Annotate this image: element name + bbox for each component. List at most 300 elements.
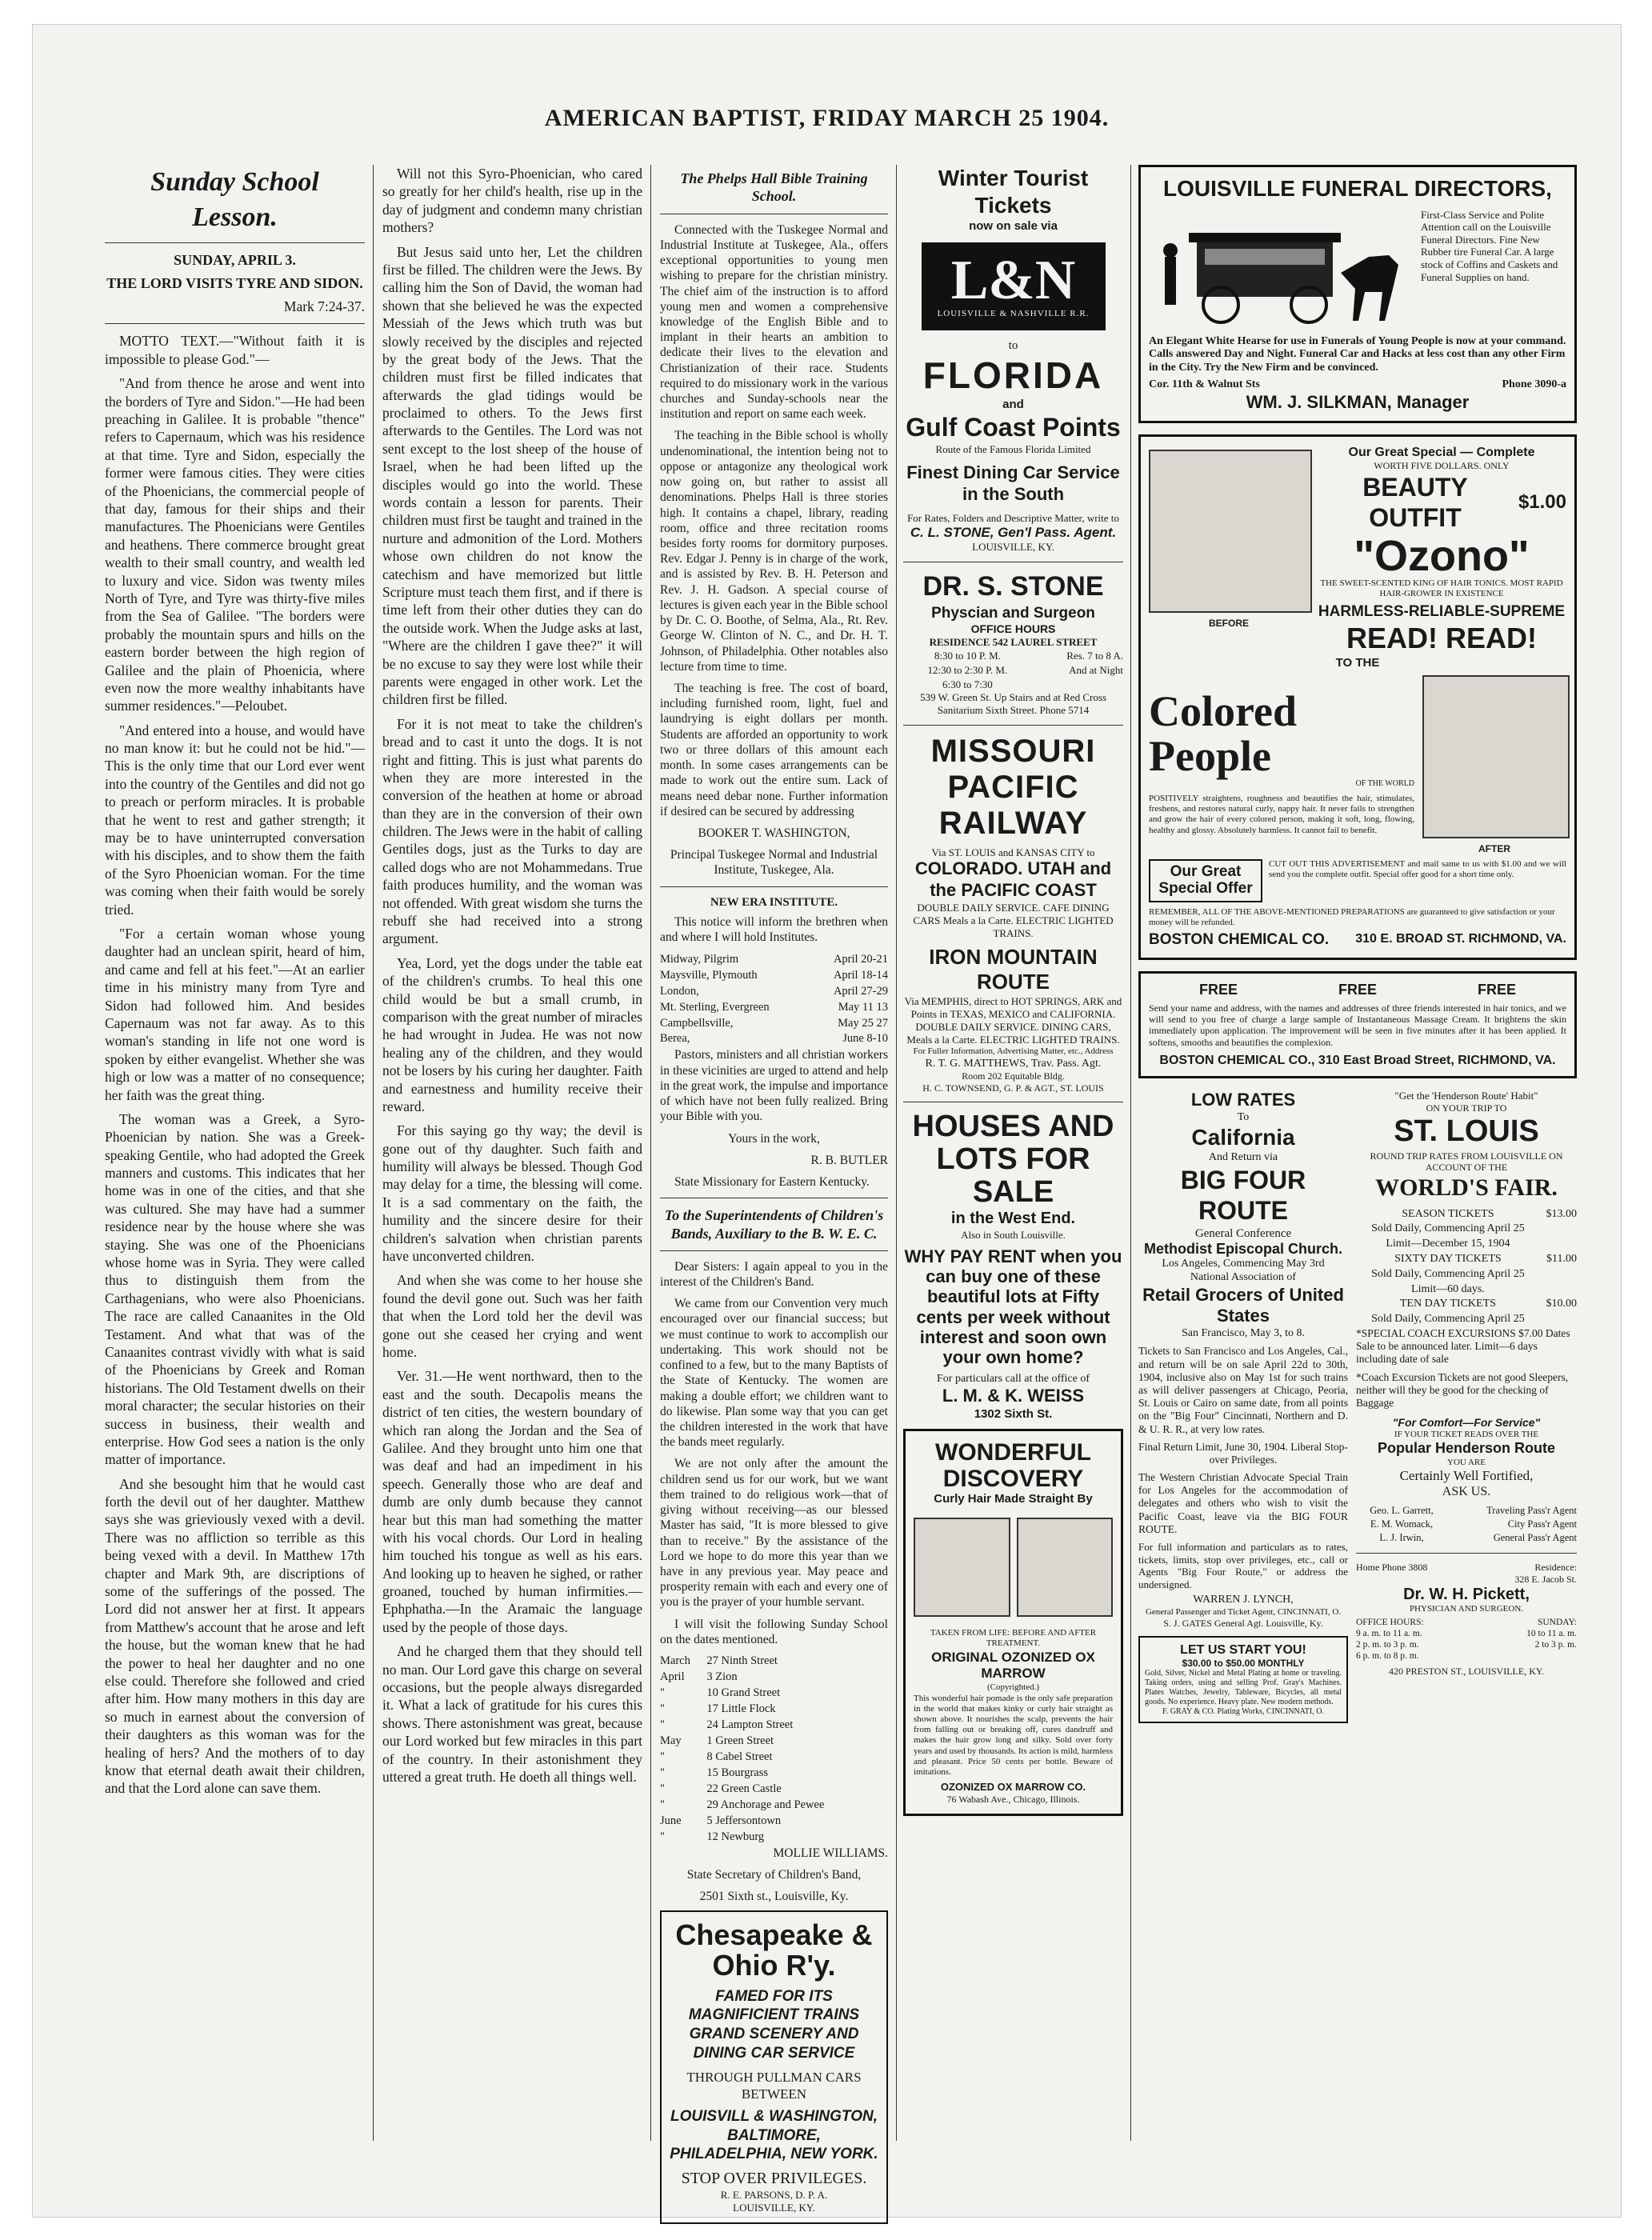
hr-get: "Get the 'Henderson Route' Habit": [1394, 1090, 1538, 1102]
visit-row-cell: 8 Cabel Street: [706, 1750, 773, 1763]
lesson-paragraph: And she besought him that he would cast forth the devil out of her daughter. Matthew says she was grieviously vexed with a devil. There was no affliction so terrible as this being vexed with a devil. In Matthew 17th chapter and Mark 9th, are discriptions of some of the sufferings of the possed. The Lord did not answer her at first. It appears from Matthew's account that he arose and left the house, but the woman knew that he had the power to heal her daughter and no one else could. Therefore she followed and cried after him. How many mothers in this day are so much in earnest about the conversion of their daughters as this woman was for the healing of hers? And the mothers of to day know that eternal death await their children, and that the Lord alone can save them.: [105, 1475, 365, 1797]
bo-price: $1.00: [1518, 490, 1566, 513]
bo-special: Our Great Special — Complete: [1348, 446, 1535, 460]
wd-body: This wonderful hair pomade is the only safe preparation in the world that makes kinky or curly hair straight as shown above. It nourishes the scalp, prevents the hair from falling out or breaking off, cures dandruff and makes the hair grow long and silky. Sold over forty years and used by thousands. Its action is mild, harmless and pleasant. Price 50 cents per bottle. Beware of imitations.: [914, 1693, 1113, 1777]
pk-res-address: 328 E. Jacob St.: [1514, 1573, 1577, 1585]
lesson-paragraph: The woman was a Greek, a Syro-Phoenician by nation. She was a Greek-speaking Gentile, who had adopted the Greek manners and customs. This indicates that her home was in one of the cities, and that she was cultured. She may have had a summer residence near by the house where she was staying. She was one of the Phoenicians whose home was in Syria. They were called thus to distinguish them from the Carthagenians, who were also Phoenicians. The race are called Canaanites in the Old Testament. And what that was of the Canaanites contrast vividly with what is said of the Phoenicians by Greek and Roman historians. The Old Testament dwells on their moral character; the secular histories on their success in business, their wealth and enterprise. How God sees a nation is the only matter of importance.: [105, 1110, 365, 1468]
hr-ask: ASK US.: [1442, 1485, 1491, 1499]
funeral-contact: [1149, 378, 1566, 392]
bo-remember: REMEMBER, ALL OF THE ABOVE-MENTIONED PREPARATIONS are guaranteed to give satisfaction or your money will be refunded.: [1149, 906, 1555, 927]
hr-stl: ST. LOUIS: [1394, 1114, 1539, 1149]
visit-row-cell: ": [660, 1798, 665, 1811]
visit-row-cell: 17 Little Flock: [706, 1702, 776, 1715]
supt-paragraph: I will visit the following Sunday School on the dates mentioned.: [660, 1617, 888, 1646]
ln-logo: [922, 242, 1106, 330]
lus-firm: F. GRAY & CO. Plating Works, CINCINNATI, O.: [1162, 1707, 1324, 1717]
nei-signer: R. B. BUTLER: [810, 1153, 888, 1167]
lesson-paragraph: Ver. 31.—He went northward, then to the east and the south. Decapolis means the district of ten cities, the western boundary of which ran along the Jordan and the Sea of Galilee. And they brought unto him one that was deaf and had an impediment in his speech. Generally those who are deaf and dumb are only dumb because they cannot hear but this man had something the matter with his vocal chords. Our Lord in healing him touched his tongue as well as his ears. And looking up to heaven he sighed, or rather groaned, touched by human infirmities.—Ephphatha.—In the Aramaic the language used by the people of those days.: [382, 1368, 642, 1635]
hr-row-cell: Limit—60 days.: [1411, 1282, 1485, 1295]
hr-youare: YOU ARE: [1447, 1457, 1486, 1467]
column-ads-right: [1138, 165, 1577, 2141]
nei-body: Pastors, ministers and all christian workers in these vicinities are urged to attend and help in the great work, the impulse and importance of which have not been fully realized. Bring your Bible with you.: [660, 1048, 888, 1124]
dr-row-cell: And at Night: [1069, 663, 1123, 676]
visit-row-cell: ": [660, 1766, 665, 1779]
divider: [105, 323, 365, 324]
nei-row-cell: April 20-21: [833, 952, 888, 966]
visit-row-cell: ": [660, 1782, 665, 1795]
bf-western: The Western Christian Advocate Special Train for Los Angeles for the accommodation of delegates and others who wish to visit the Pacific Coast, leave via the BIG FOUR ROUTE.: [1138, 1471, 1348, 1535]
pk-hours: [1356, 1618, 1577, 1662]
hr-row: [1356, 1282, 1577, 1298]
hr-row-cell: [1540, 1282, 1577, 1298]
hr-row-cell: $11.00: [1546, 1253, 1577, 1266]
houses-west: in the West End.: [950, 1210, 1076, 1228]
nei-signer-title: State Missionary for Eastern Kentucky.: [674, 1174, 870, 1189]
pk-phones: [1356, 1562, 1577, 1573]
hr-row-cell: [1540, 1312, 1577, 1327]
visit-row: [660, 1750, 888, 1766]
free-label: FREE: [1477, 981, 1516, 998]
im-info: For Fuller Information, Advertising Matter, etc., Address: [913, 1046, 1114, 1056]
nei-row-cell: May 25 27: [838, 1016, 888, 1030]
dr-stone-schedule: [903, 649, 1123, 692]
visit-row-cell: March: [660, 1654, 690, 1668]
wd-address: 76 Wabash Ave., Chicago, Illinois.: [946, 1793, 1080, 1805]
hr-staff-row: [1356, 1504, 1577, 1518]
gulf-coast: Gulf Coast Points: [906, 413, 1121, 442]
supt-title: To the Superintendents of Children's Bands, Auxiliary to the B. W. E. C.: [664, 1207, 884, 1242]
ln-rates: For Rates, Folders and Descriptive Matter, write to: [907, 511, 1119, 524]
bo-title-row: [1317, 472, 1566, 534]
co-city: LOUISVILLE, KY.: [733, 2201, 815, 2214]
bo-after-portrait: [1422, 675, 1570, 838]
free-label: FREE: [1198, 981, 1238, 998]
hr-if: IF YOUR TICKET READS OVER THE: [1394, 1429, 1539, 1439]
bf-return: And Return via: [1208, 1151, 1278, 1164]
lesson-title: Sunday School Lesson.: [150, 167, 319, 232]
column-rule: [1130, 165, 1131, 2141]
lesson-paragraph: But Jesus said unto her, Let the children first be filled. The children were the Jews. By calling him the Son of David, the woman had shown that she believed he was the expected Messiah of the Jews which truth was but slowly received by the disciples and rejected by the great body of the Jews. That the children must first be filled indicates that afterwards the glad tidings would be proclaimed to others. To the Jews first afterwards to the Gentiles. The Lord was not sent except to the lost sheep of the house of Israel, when he had been lifted up the disciples would go into the world. These words contain a lesson for parents. Their children must first be taught and trained in the nurture and admonition of the Lord. Mothers whose own children do not know the catechism and have memorized but little Scripture must teach them first, and if there is time left from their other duties they can do the outside work. When the Judge asks at last, "Where are the children I gave thee?" it will be no excuse to say they were lost while their parents were engaged in other work. Let the children first be filled.: [382, 243, 642, 708]
hr-certain: Certainly Well Fortified,: [1399, 1467, 1534, 1483]
hr-staff: [1356, 1504, 1577, 1545]
wd-sub: Curly Hair Made Straight By: [934, 1491, 1093, 1506]
houses-firm: L. M. & K. WEISS: [942, 1386, 1085, 1406]
visit-row: [660, 1670, 888, 1686]
nei-row: [660, 968, 888, 984]
wd-title: WONDERFUL DISCOVERY: [935, 1438, 1091, 1492]
mp-title: MISSOURI PACIFIC RAILWAY: [930, 734, 1096, 841]
bo-brand: "Ozono": [1354, 531, 1530, 580]
lesson-subject: THE LORD VISITS TYRE AND SIDON.: [106, 275, 363, 292]
visit-row: [660, 1686, 888, 1702]
im-gpa: H. C. TOWNSEND, G. P. & AGT., ST. LOUIS: [922, 1082, 1104, 1094]
wd-before-portrait: [914, 1518, 1010, 1617]
column-railway-ads: [903, 165, 1123, 2141]
nei-row-cell: London,: [660, 984, 699, 998]
bf-la: Los Angeles, Commencing May 3rd: [1162, 1258, 1325, 1270]
nei-intro: This notice will inform the brethren when and where I will hold Institutes.: [660, 915, 888, 945]
bf-low: LOW RATES: [1190, 1090, 1296, 1110]
visit-row-cell: ": [660, 1686, 665, 1699]
lesson-paragraph: For this saying go thy way; the devil is gone out of thy daughter. Such faith and humility will always be blessed. Though God may delay for a time, the blessing will come. It is a sad commentary on the faith, the humility and the sincere desire for their children's salvation when christian parents have unconverted children.: [382, 1122, 642, 1265]
hr-row-cell: $10.00: [1546, 1298, 1577, 1310]
nei-schedule: [660, 952, 888, 1048]
divider: [903, 725, 1123, 726]
wd-caption: TAKEN FROM LIFE: BEFORE AND AFTER TREATMENT.: [930, 1627, 1097, 1649]
dr-stone-title: Physcian and Surgeon: [931, 604, 1095, 622]
dr-row-cell: [1032, 678, 1123, 692]
dr-row: [903, 649, 1123, 663]
hr-row: [1356, 1312, 1577, 1327]
hr-on: ON YOUR TRIP TO: [1426, 1102, 1507, 1114]
co-through: THROUGH PULLMAN CARS BETWEEN: [686, 2070, 862, 2102]
supt-signer: MOLLIE WILLIAMS.: [773, 1846, 888, 1860]
column-rule: [373, 165, 374, 2141]
visit-row: [660, 1814, 888, 1830]
bf-tickets: Tickets to San Francisco and Los Angeles, Cal., and return will be on sale April 22d to 30th, 1904, inclusive also on May 1st for such trains as will deliver passengers at Chicago, Peoria, St. Louis or Cairo on same date, from all points on the "Big Four" Cincinnati, Northern and D. & U. R. R., at very low rates.: [1138, 1345, 1348, 1435]
divider: [1356, 1553, 1577, 1554]
bo-right: [1317, 445, 1566, 655]
visit-row-cell: 10 Grand Street: [706, 1686, 781, 1699]
visit-row-cell: ": [660, 1718, 665, 1731]
hr-staff-row: [1356, 1531, 1577, 1545]
wd-original: ORIGINAL OZONIZED OX MARROW: [931, 1649, 1095, 1682]
dr-row-cell: Res. 7 to 8 A.: [1066, 649, 1123, 662]
bo-colored-row: [1149, 670, 1566, 854]
column-lesson-continued: [382, 165, 642, 2141]
free-label: FREE: [1338, 981, 1377, 998]
pk-res: Residence:: [1534, 1562, 1577, 1574]
pk-hour: 9 a. m. to 11 a. m.: [1356, 1629, 1422, 1639]
ln-logo-sub: LOUISVILLE & NASHVILLE R.R.: [937, 308, 1090, 318]
pk-home: Home Phone 3808: [1356, 1562, 1428, 1574]
hr-rates: [1356, 1207, 1577, 1327]
dr-row: [903, 663, 1123, 678]
visit-row-cell: 1 Green Street: [706, 1734, 774, 1747]
im-service: DOUBLE DAILY SERVICE. DINING CARS, Meals a la Carte. ELECTRIC LIGHTED TRAINS.: [906, 1020, 1120, 1046]
bf-final: Final Return Limit, June 30, 1904. Liberal Stop-over Privileges.: [1138, 1440, 1348, 1466]
phelps-paragraph: The teaching in the Bible school is wholly undenominational, the intention being not to oppose or antagonize any theological work now going on, but rather to assist all denominations. Phelps Hall is three stories high. It contains a chapel, library, reading room, office and three recitation rooms besides forty rooms for dormitory purposes. Rev. Edgar J. Penny is in charge of the work, and is assisted by Rev. B. H. Peterson and Rev. J. H. Gadson. A special course of lectures is given each year in the Bible school by Dr. C. O. Boothe, of Selma, Ala., Rt. Rev. George W. Clinton of N. C., and Dr. H. T. Johnson, of Philadelphia. Other notables also lecture from time to time.: [660, 429, 888, 674]
nei-row-cell: Maysville, Plymouth: [660, 968, 758, 982]
houses-call: For particulars call at the office of: [937, 1373, 1090, 1386]
bf-gc: General Conference: [1194, 1226, 1292, 1240]
lesson-reference: Mark 7:24-37.: [283, 298, 365, 315]
bo-colored: Colored People: [1149, 686, 1297, 781]
phelps-signer: BOOKER T. WASHINGTON,: [698, 826, 850, 840]
lesson-paragraph: MOTTO TEXT.—"Without faith it is impossible to please God."—: [105, 333, 365, 367]
houses-address: 1302 Sixth St.: [974, 1407, 1053, 1422]
nei-row-cell: Campbellsville,: [660, 1016, 734, 1030]
free-firm: BOSTON CHEMICAL CO., 310 East Broad Street, RICHMOND, VA.: [1159, 1054, 1556, 1068]
funeral-manager: WM. J. SILKMAN, Manager: [1246, 391, 1470, 412]
nei-row: [660, 1000, 888, 1016]
column-rule: [650, 165, 651, 2141]
hr-row-cell: $13.00: [1546, 1207, 1577, 1220]
houses-pitch: WHY PAY RENT when you can buy one of these beautiful lots at Fifty cents per week without interest and soon own your own home?: [904, 1246, 1122, 1368]
free-banner: [1149, 982, 1566, 999]
hr-row-cell: [1540, 1267, 1577, 1282]
hr-round: ROUND TRIP RATES FROM LOUISVILLE ON ACCOUNT OF THE: [1370, 1150, 1563, 1174]
lesson-paragraph: "And entered into a house, and would have no man know it: but he could not be hid."—This is the only time that our Lord ever went into the country of the Gentiles and did not go to preach or perform miracles. It is probable that he went to rest and gather strength; it may be to have uninterrupted conversation with his disciples, and to show them the faith of the Syro Phoenician woman. For the time was coming when their faith would be sorely tried.: [105, 722, 365, 918]
bo-harmless: HARMLESS-RELIABLE-SUPREME: [1318, 602, 1566, 620]
visit-row-cell: May: [660, 1734, 682, 1747]
visit-row: [660, 1766, 888, 1782]
bf-lynch-title: General Passenger and Ticket Agent, CINCINNATI, O.: [1145, 1607, 1342, 1618]
co-slogan: FAMED FOR ITS MAGNIFICIENT TRAINS GRAND SCENERY AND DINING CAR SERVICE: [688, 1987, 860, 2062]
hr-popular: Popular Henderson Route: [1377, 1440, 1556, 1457]
nei-title: NEW ERA INSTITUTE.: [710, 895, 838, 909]
hr-row: [1356, 1237, 1577, 1252]
visit-row-cell: 15 Bourgrass: [706, 1766, 769, 1779]
hr-staff-row-cell: L. J. Irwin,: [1379, 1532, 1424, 1544]
im-agent: R. T. G. MATTHEWS, Trav. Pass. Agt.: [925, 1057, 1102, 1070]
free-sample-ad: [1138, 971, 1577, 1078]
hr-staff-row-cell: City Pass'r Agent: [1507, 1518, 1577, 1530]
co-stop: STOP OVER PRIVILEGES.: [681, 2169, 867, 2187]
visit-row-cell: April: [660, 1670, 685, 1684]
wonderful-discovery-ad: [903, 1429, 1123, 1816]
visit-row: [660, 1734, 888, 1750]
hr-row-cell: Limit—December 15, 1904: [1386, 1238, 1510, 1250]
dr-stone-name: DR. S. STONE: [922, 571, 1104, 602]
hr-row-cell: SIXTY DAY TICKETS: [1394, 1253, 1502, 1266]
nei-close: Yours in the work,: [728, 1131, 820, 1146]
dr-row-cell: 6:30 to 7:30: [942, 678, 993, 690]
supt-paragraph: We came from our Convention very much encouraged over our financial success; but we must continue to work to accomplish our undertaking. This work should not be confined to a few, but to the many Baptists of the State of Kentucky. The women are making a double effort; we children want to do likewise. Plan some way that you can get the children interested in the work that have the bands meet regularly.: [660, 1297, 888, 1450]
hearse-icon: [1149, 209, 1413, 329]
hr-staff-row-cell: Geo. L. Garrett,: [1370, 1505, 1434, 1517]
dr-row: [903, 678, 1123, 692]
pk-name: Dr. W. H. Pickett,: [1403, 1586, 1530, 1604]
bo-address: 310 E. BROAD ST. RICHMOND, VA.: [1355, 932, 1566, 946]
hr-row: [1356, 1222, 1577, 1237]
visit-row-cell: ": [660, 1830, 665, 1843]
nei-row: [660, 952, 888, 968]
bo-body: POSITIVELY straightens, roughness and beautifies the hair, stimulates, freshens, and restores natural curly, nappy hair. It never fails to strengthen and grow the hair of every colored person, making it soft, long, flowing, healthy and glossy. Absolutely harmless. It cannot fail to benefit.: [1149, 794, 1414, 835]
mp-service: DOUBLE DAILY SERVICE. CAFE DINING CARS Meals a la Carte. ELECTRIC LIGHTED TRAINS.: [913, 902, 1114, 939]
beauty-outfit-ad: [1138, 434, 1577, 960]
wd-firm: OZONIZED OX MARROW CO.: [940, 1781, 1086, 1794]
ln-dining: Finest Dining Car Service in the South: [906, 462, 1120, 505]
pk-sunday: SUNDAY:: [1537, 1618, 1577, 1628]
visit-row: [660, 1830, 888, 1846]
hr-row-cell: Sold Daily, Commencing April 25: [1371, 1222, 1525, 1235]
bo-footer: [1149, 931, 1566, 950]
pk-title: PHYSICIAN AND SURGEON.: [1409, 1604, 1524, 1614]
visit-row-cell: 27 Ninth Street: [706, 1654, 778, 1668]
visit-row-cell: 22 Green Castle: [706, 1782, 782, 1795]
nei-row-cell: Mt. Sterling, Evergreen: [660, 1000, 770, 1014]
bo-title: BEAUTY OUTFIT: [1362, 472, 1468, 533]
bf-sf: San Francisco, May 3, to 8.: [1182, 1326, 1305, 1339]
dr-row-cell: 12:30 to 2:30 P. M.: [927, 663, 1008, 676]
funeral-calls: Calls answered Day and Night. Funeral Car and Hacks at less cost than any other Firm in the City. Try the New Firm and be convinced.: [1149, 348, 1566, 374]
funeral-title: LOUISVILLE FUNERAL DIRECTORS,: [1163, 176, 1552, 201]
winter-title: Winter Tourist Tickets: [938, 166, 1089, 218]
phelps-signer-title: Principal Tuskegee Normal and Industrial Institute, Tuskegee, Ala.: [670, 848, 878, 878]
bo-worth: WORTH FIVE DOLLARS. ONLY: [1374, 460, 1510, 472]
bf-to: To: [1237, 1110, 1250, 1123]
bo-firm: BOSTON CHEMICAL CO.: [1149, 931, 1330, 949]
lesson-date: SUNDAY, APRIL 3.: [174, 252, 296, 269]
bo-cut: CUT OUT THIS ADVERTISEMENT and mail same to us with $1.00 and we will send you the complete outfit. Special offer good for a short time only.: [1269, 858, 1566, 880]
column-rule: [896, 165, 897, 2141]
henderson-route-ad: [1356, 1090, 1577, 1734]
lus-pay: $30.00 to $50.00 MONTHLY: [1182, 1657, 1305, 1669]
nei-row: [660, 1031, 888, 1047]
wd-portraits: [914, 1513, 1113, 1622]
pk-hour: 10 to 11 a. m.: [1526, 1629, 1577, 1639]
visit-row-cell: 12 Newburg: [706, 1830, 765, 1843]
nei-row-cell: April 18-14: [833, 968, 888, 982]
nei-row-cell: May 11 13: [838, 1000, 888, 1014]
phelps-paragraph: Connected with the Tuskegee Normal and Industrial Institute at Tuskegee, Ala., offers exceptional opportunities to young men wishing to prepare for the christian ministry. The chief aim of the instruction is to afford young men and women a comprehensive knowledge of the English Bible and to implant in their hearts an ambition to dedicate their lives to the elevation and Christianization of their race. Students required to do missionary work in the various churches and Sunday-schools near the institution and report on same each week.: [660, 222, 888, 422]
visit-schedule: [660, 1654, 888, 1846]
free-body: Send your name and address, with the names and addresses of three friends interested in hair tonics, and we will send to you free of charge a large sample of Instantaneous Massage Cream. It brightens the skin immediately upon application. The improvement will be seen in five minutes after it has been applied. It softens, smooths and beautifies the complexion.: [1149, 1002, 1566, 1048]
funeral-side: First-Class Service and Polite Attention call on the Louisville Funeral Directors. Fine New Rubber tire Funeral Car. A large stock of Coffins and Caskets and Funeral Supplies on hand.: [1421, 208, 1558, 283]
bo-ofworld: OF THE WORLD: [1355, 779, 1414, 789]
pk-hour: 2 p. m. to 3 p. m.: [1356, 1640, 1419, 1650]
wd-after-portrait: [1017, 1518, 1114, 1617]
dr-stone-address: 539 W. Green St. Up Stairs and at Red Cross Sanitarium Sixth Street. Phone 5714: [920, 691, 1106, 717]
hr-row-cell: SEASON TICKETS: [1402, 1207, 1494, 1220]
nei-row: [660, 1016, 888, 1032]
ln-city: LOUISVILLE, KY.: [972, 541, 1054, 554]
lus-body: Gold, Silver, Nickel and Metal Plating at home or traveling. Taking orders, using and selling Prof. Gray's Machines. Plates Watches, Jewelry, Tableware, Bicycles, all metal goods. No experience. Heavy plate. New modern methods.: [1145, 1669, 1342, 1707]
im-title: IRON MOUNTAIN ROUTE: [929, 944, 1098, 994]
pk-address: 420 PRESTON ST., LOUISVILLE, KY.: [1388, 1665, 1544, 1677]
column-sunday-school-lesson: [105, 165, 365, 2141]
funeral-ad: [1138, 165, 1577, 423]
let-us-start-ad: [1138, 1636, 1348, 1724]
lesson-paragraph: Will not this Syro-Phoenician, who cared so greatly for her child's health, rise up in the day of judgment and condemn many christian mothers?: [382, 166, 642, 236]
lesson-paragraph: And when she was come to her house she found the devil gone out. Such was her faith that when the Lord told her the devil was gone out she ceased her crying and went home.: [382, 1272, 642, 1360]
supt-paragraph: We are not only after the amount the children send us for our work, but we want them trained to do religious work—that of giving without receiving—as our blessed Master has said, "It is more blessed to give than to receive." By the assistance of the Lord we hope to do more this year than we have in any previous year. May peace and prosperity remain with each and every one of you is the prayer of your humble servant.: [660, 1457, 888, 1610]
hr-row-cell: [1540, 1222, 1577, 1237]
nei-row-cell: April 27-29: [833, 984, 888, 998]
visit-row-cell: ": [660, 1750, 665, 1763]
hr-staff-row-cell: Traveling Pass'r Agent: [1486, 1505, 1577, 1517]
pk-hour: 6 p. m. to 8 p. m.: [1356, 1650, 1419, 1661]
funeral-phone: Phone 3090-a: [1502, 378, 1566, 390]
dr-row-cell: 8:30 to 10 P. M.: [934, 649, 1001, 662]
ln-and: and: [1002, 398, 1024, 412]
hr-coach: *Coach Excursion Tickets are not good Sleepers, neither will they be good for the checking of Baggage: [1356, 1370, 1569, 1409]
visit-row-cell: 5 Jeffersontown: [706, 1814, 782, 1827]
bo-left: [1149, 445, 1309, 655]
supt-paragraph: Dear Sisters: I again appeal to you in the interest of the Children's Band.: [660, 1259, 888, 1290]
co-cities: LOUISVILL & WASHINGTON, BALTIMORE, PHILADELPHIA, NEW YORK.: [670, 2108, 878, 2163]
bottom-ads: [1138, 1090, 1577, 1734]
supt-address: 2501 Sixth st., Louisville, Ky.: [699, 1890, 849, 1904]
visit-row: [660, 1782, 888, 1798]
mp-dest: COLORADO. UTAH and the PACIFIC COAST: [914, 858, 1112, 901]
visit-row-cell: 3 Zion: [706, 1670, 738, 1684]
bf-methodist: Methodist Episcopal Church.: [1143, 1240, 1343, 1257]
hr-staff-row-cell: General Pass'r Agent: [1493, 1532, 1577, 1544]
bf-info: For full information and particulars as to rates, tickets, limits, stop over privileges, etc., call or Agents "Big Four Route," or address the undersigned.: [1138, 1541, 1348, 1590]
visit-row-cell: ": [660, 1702, 665, 1715]
dr-stone-hours: OFFICE HOURS: [970, 622, 1056, 635]
column-notices: [660, 165, 888, 2214]
newspaper-page: [32, 24, 1622, 2218]
co-name: Chesapeake & Ohio R'y.: [675, 1918, 873, 1982]
bf-gates: S. J. GATES General Agt. Louisville, Ky.: [1163, 1618, 1323, 1630]
dr-stone-residence: RESIDENCE 542 LAUREL STREET: [929, 636, 1098, 649]
visit-row: [660, 1654, 888, 1670]
nei-row: [660, 984, 888, 1000]
funeral-hearse: An Elegant White Hearse for use in Funerals of Young People is now at your command.: [1149, 334, 1566, 347]
visit-row-cell: June: [660, 1814, 682, 1827]
divider: [660, 886, 888, 887]
lesson-paragraph: For it is not meat to take the children's bread and to cast it unto the dogs. It is not right and fitting. This is just what parents do when they are more interested in the conversion of the heathen at home or abroad than they are in the conversion of their own children. The Jews were in the habit of calling Gentiles dogs, just as the Turks to day are called dogs who are not Mohammedans. True faith produces humility, and the woman was not offended. With great wisdom she turns the rebuff she had received into a strong argument.: [382, 715, 642, 947]
im-via: Via MEMPHIS, direct to HOT SPRINGS, ARK and Points in TEXAS, MEXICO and CALIFORNIA.: [904, 995, 1122, 1020]
hr-row: [1356, 1267, 1577, 1282]
winter-sub: now on sale via: [969, 219, 1058, 234]
wd-copyright: (Copyrighted.): [986, 1682, 1040, 1693]
visit-row: [660, 1718, 888, 1734]
im-room: Room 202 Equitable Bldg.: [962, 1070, 1065, 1082]
bo-to: TO THE: [1335, 655, 1380, 670]
funeral-body: [1149, 209, 1566, 329]
bf-california: California: [1191, 1125, 1295, 1150]
pk-office: OFFICE HOURS:: [1356, 1618, 1424, 1628]
bf-route: BIG FOUR ROUTE: [1180, 1165, 1306, 1226]
pk-hour: 2 to 3 p. m.: [1534, 1640, 1577, 1650]
divider: [105, 242, 365, 243]
hr-worlds: WORLD'S FAIR.: [1375, 1174, 1558, 1201]
nei-row-cell: June 8-10: [842, 1032, 888, 1046]
lesson-paragraph: And he charged them that they should tell no man. Our Lord gave this charge on several occasions, but the people always disregarded it. What a lack of gratitude for his cures this shows. There astonishment was great, because our Lord worked but few miracles in this part of the country. In their astonishment they uttered a great truth. He doeth all things well.: [382, 1643, 642, 1785]
hr-row: [1356, 1252, 1577, 1267]
lus-title: LET US START YOU!: [1180, 1642, 1306, 1657]
ln-agent: C. L. STONE, Gen'l Pass. Agent.: [910, 524, 1117, 540]
ln-to: to: [1008, 338, 1018, 352]
bf-grocers: Retail Grocers of United States: [1142, 1284, 1344, 1326]
co-agent: R. E. PARSONS, D. P. A.: [720, 2188, 828, 2201]
bo-read: READ! READ!: [1346, 622, 1537, 655]
hr-row: [1356, 1297, 1577, 1312]
visit-row: [660, 1702, 888, 1718]
lesson-paragraph: Yea, Lord, yet the dogs under the table eat of the children's crumbs. To heal this one child would be but a small crumb, in comparison with the great number of miracles he had wrought in Judea. He was not now healing any of the children, and they would not be losers by his curing her daughter. Faith and earnestness and humility receive their reward.: [382, 954, 642, 1114]
mp-via: Via ST. LOUIS and KANSAS CITY to: [931, 846, 1095, 858]
visit-row-cell: 29 Anchorage and Pewee: [706, 1798, 825, 1811]
hr-row-cell: TEN DAY TICKETS: [1399, 1298, 1496, 1310]
houses-title: HOUSES AND LOTS FOR SALE: [912, 1110, 1114, 1210]
nei-row-cell: Berea,: [660, 1032, 690, 1046]
houses-also: Also in South Louisville.: [961, 1228, 1066, 1241]
funeral-corner: Cor. 11th & Walnut Sts: [1149, 378, 1260, 390]
lesson-paragraph: "And from thence he arose and went into the borders of Tyre and Sidon."—He had been preaching in Galilee. It is probable "thence" refers to Capernaum, which was his residence at that time. Tyre and Sidon, especially the former were famous cities. They were cities of the Phoenicians, the commercial people of that day, famous for their ships and their manufactures. The Phoenicians were Gentiles and heathens. There commerce brought great wealth to their small country, and wealth led to luxury and vice. Sidon was twenty miles North of Tyre, and Tyre was thirty-five miles from the Sea of Galilee. "The borders were probably the mountain spurs and hills on the eastern border between the high region of Galilee and the plain of Phoenicia, where even now the more wealthy inhabitants have summer residences."—Peloubet.: [105, 375, 365, 714]
nei-row-cell: Midway, Pilgrim: [660, 952, 739, 966]
hr-staff-row-cell: E. M. Womack,: [1370, 1518, 1434, 1530]
bf-lynch: WARREN J. LYNCH,: [1193, 1594, 1294, 1606]
hr-special: *SPECIAL COACH EXCURSIONS $7.00 Dates Sale to be announced later. Limit—6 days including date of sale: [1356, 1327, 1570, 1366]
bo-before-portrait: [1149, 450, 1312, 613]
phelps-paragraph: The teaching is free. The cost of board, including furnished room, light, fuel and laundrying is eight dollars per month. Students are afforded an opportunity to work two or three dollars of this amount each month. In some cases arrangements can be made to work out the entire sum. Lack of means need debar none. Further information if desired can be secured by addressing: [660, 681, 888, 818]
bo-sweet: THE SWEET-SCENTED KING OF HAIR TONICS. MOST RAPID HAIR-GROWER IN EXISTENCE: [1320, 578, 1563, 599]
bf-na: National Association of: [1190, 1271, 1297, 1284]
divider: [660, 1250, 888, 1251]
florida: FLORIDA: [922, 354, 1104, 396]
phelps-title: The Phelps Hall Bible Training School.: [680, 170, 868, 205]
hr-row-cell: [1540, 1237, 1577, 1252]
visit-row-cell: 24 Lampton Street: [706, 1718, 794, 1731]
bo-after-label: AFTER: [1478, 842, 1510, 854]
bo-offer: Our Great Special Offer: [1149, 859, 1262, 902]
masthead: AMERICAN BAPTIST, FRIDAY MARCH 25 1904.: [544, 105, 1110, 131]
hr-staff-row: [1356, 1518, 1577, 1531]
